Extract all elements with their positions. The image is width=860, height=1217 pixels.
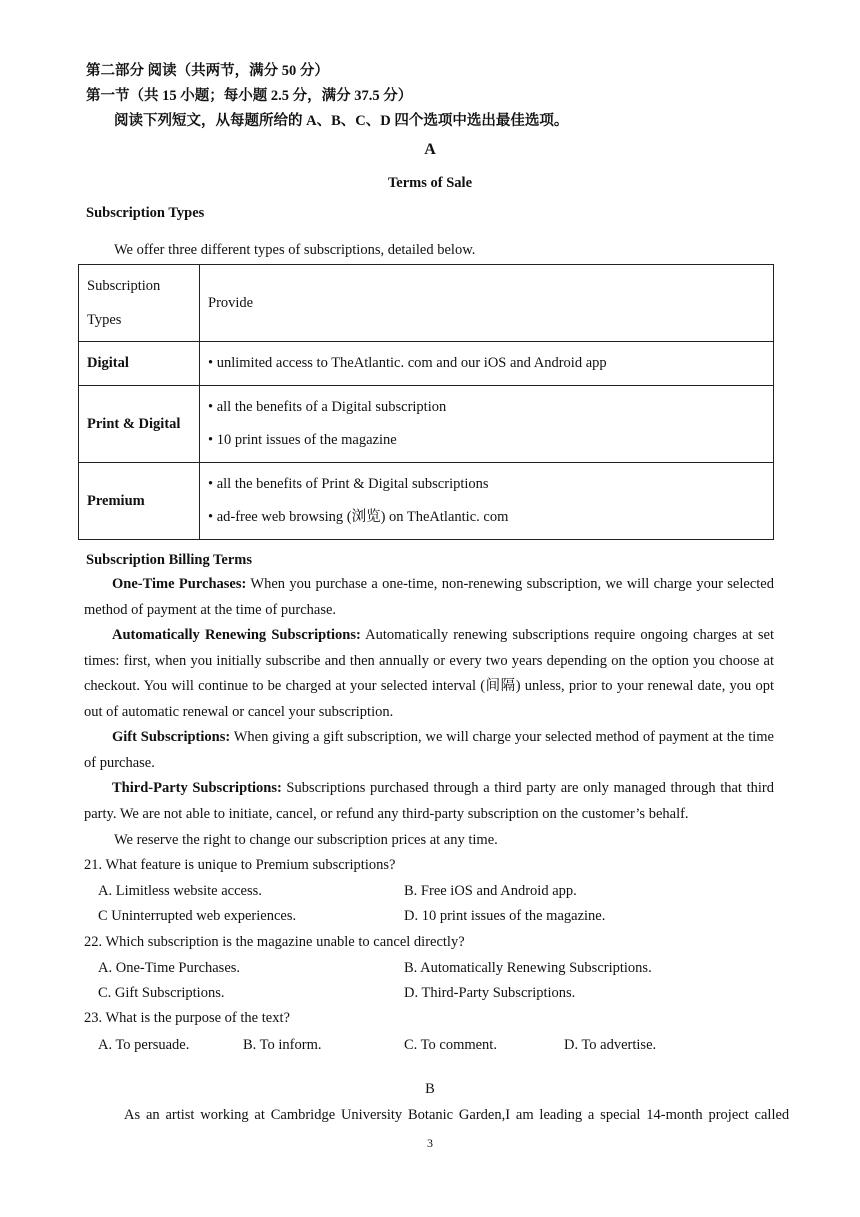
- question-23-stem: 23. What is the purpose of the text?: [84, 1010, 290, 1026]
- page-number: 3: [427, 1136, 433, 1150]
- question-23-option-b[interactable]: B. To inform.: [243, 1037, 322, 1053]
- provide-item: • all the benefits of Print & Digital subscriptions: [208, 476, 489, 492]
- table-row: [79, 386, 774, 463]
- question-22-option-c[interactable]: C. Gift Subscriptions.: [98, 985, 225, 1001]
- paragraph-third-party: [84, 776, 774, 827]
- table-row: [79, 463, 774, 540]
- passage-a-letter: A: [424, 141, 436, 158]
- question-22-option-a[interactable]: A. One-Time Purchases.: [98, 960, 241, 976]
- row-type-digital: Digital: [79, 342, 200, 386]
- billing-heading: Subscription Billing Terms: [86, 552, 252, 568]
- provide-item: • ad-free web browsing (浏览) on TheAtlantic. com: [208, 509, 509, 525]
- paragraph-auto-renew: [84, 623, 774, 725]
- instructions: 阅读下列短文，从每题所给的 A、B、C、D 四个选项中选出最佳选项。: [114, 113, 569, 129]
- header-provide: Provide: [200, 265, 774, 342]
- table-header-row: [79, 265, 774, 342]
- passage-b-letter: B: [425, 1081, 435, 1097]
- question-22-option-d[interactable]: D. Third-Party Subscriptions.: [404, 985, 576, 1001]
- subscription-table: [78, 264, 774, 540]
- question-22-option-b[interactable]: B. Automatically Renewing Subscriptions.: [404, 960, 652, 976]
- question-21-stem: 21. What feature is unique to Premium subscriptions?: [84, 857, 396, 873]
- question-21-option-b[interactable]: B. Free iOS and Android app.: [404, 883, 577, 899]
- question-23-option-a[interactable]: A. To persuade.: [98, 1037, 190, 1053]
- header-col1-line2: Types: [87, 312, 122, 328]
- header-col1-line1: Subscription: [87, 278, 161, 294]
- question-21-option-a[interactable]: A. Limitless website access.: [98, 883, 262, 899]
- intro-text: We offer three different types of subscriptions, detailed below.: [114, 242, 476, 258]
- paragraph-one-time: [84, 572, 774, 623]
- paragraph-label: Third-Party Subscriptions:: [112, 780, 282, 796]
- row-provides-digital: [200, 342, 774, 386]
- passage-a-title: Terms of Sale: [387, 175, 473, 191]
- subsection-title: 第一节（共 15 小题；每小题 2.5 分，满分 37.5 分）: [86, 88, 413, 104]
- paragraph-gift: [84, 725, 774, 776]
- provide-item: • all the benefits of a Digital subscription: [208, 399, 447, 415]
- question-21-option-d[interactable]: D. 10 print issues of the magazine.: [404, 908, 606, 924]
- question-23-option-d[interactable]: D. To advertise.: [564, 1037, 657, 1053]
- passage-b-first-line: As an artist working at Cambridge University Botanic Garden,I am leading a special 14-month project called: [124, 1107, 790, 1123]
- header-subscription-types: [79, 265, 200, 342]
- row-provides-premium: [200, 463, 774, 540]
- paragraph-text: Subscriptions purchased through a third party are only managed through that third party. We are not able to initiate, cancel, or refund any third-party subscription on the customer’s behalf.: [84, 780, 774, 822]
- row-type-premium: Premium: [79, 463, 200, 540]
- question-21-option-c[interactable]: C Uninterrupted web experiences.: [98, 908, 297, 924]
- section-title: 第二部分 阅读（共两节，满分 50 分）: [86, 63, 329, 79]
- table-row: [79, 342, 774, 386]
- paragraph-text: When you purchase a one-time, non-renewing subscription, we will charge your selected method of payment at the time of purchase.: [84, 576, 774, 618]
- provide-item: • unlimited access to TheAtlantic. com and our iOS and Android app: [208, 355, 607, 372]
- reserve-text: We reserve the right to change our subscription prices at any time.: [114, 832, 498, 848]
- question-22-stem: 22. Which subscription is the magazine unable to cancel directly?: [84, 934, 465, 950]
- paragraph-label: Automatically Renewing Subscriptions:: [112, 627, 361, 643]
- paragraph-label: One-Time Purchases:: [112, 576, 247, 592]
- question-23-option-c[interactable]: C. To comment.: [404, 1037, 497, 1053]
- row-provides-print-digital: [200, 386, 774, 463]
- paragraph-label: Gift Subscriptions:: [112, 729, 231, 745]
- provide-item: • 10 print issues of the magazine: [208, 432, 397, 448]
- paragraph-text: Automatically renewing subscriptions require ongoing charges at set times: first, when you initially subscribe and then annually or every two years depending on the option you choose at checkout. You will continue to be charged at your selected interval (间隔) unless, prior to your renewal date, you opt out of automatic renewal or cancel your subscription.: [84, 627, 774, 720]
- paragraph-text: When giving a gift subscription, we will charge your selected method of payment at the time of purchase.: [84, 729, 774, 771]
- row-type-print-digital: Print & Digital: [79, 386, 200, 463]
- subscription-types-heading: Subscription Types: [86, 205, 205, 221]
